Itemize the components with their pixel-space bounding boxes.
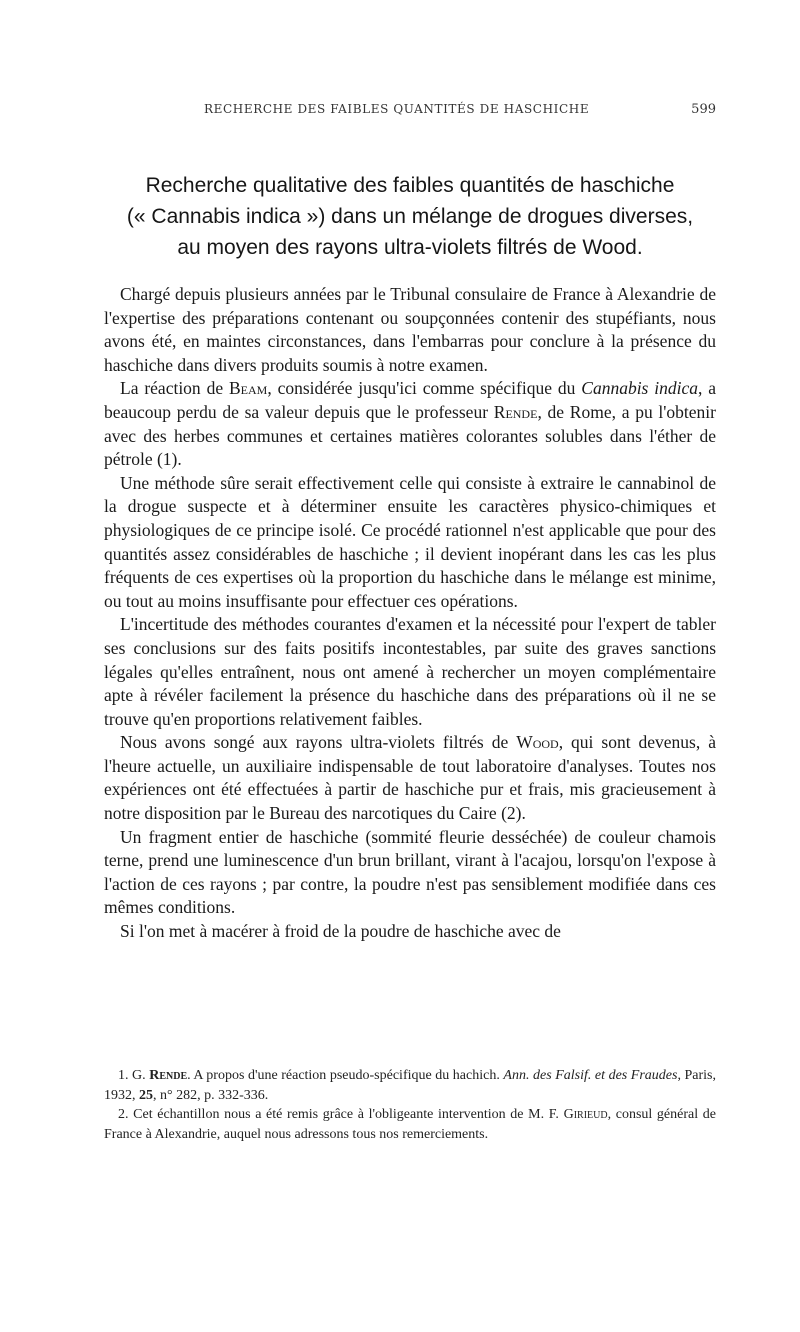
paragraph-6: Un fragment entier de haschiche (sommité fleurie desséchée) de couleur chamois terne, prend une luminescence d'un brun brillant, virant à l'acajou, lorsqu'on l'expose à l'action de ces rayons ; par contre, la poudre n'est pas sensiblement modifiée dans ces mêmes conditions. [104,826,716,918]
text-run: , a beaucoup perdu de sa valeur depuis que le professeur [104,378,717,422]
footnote-name-girieud: Girieud [563,1107,608,1122]
paragraph-4: L'incertitude des méthodes courantes d'examen et la nécessité pour l'expert de tabler ses conclusions sur des faits positifs incontestables, par suite des graves sanctions légales qu'elles entraînent, nous ont amené à rechercher un moyen complémentaire apte à révéler facilement la présence du haschiche dans des préparations où il ne se trouve qu'en proportions relativement faibles. [104,614,716,729]
title-line-2: (« Cannabis indica ») dans un mélange de drogues diverses, [126,205,694,228]
article-title [104,170,716,263]
paragraph-1: Chargé depuis plusieurs années par le Tribunal consulaire de France à Alexandrie de l'expertise des préparations contenant ou soupçonnées contenir des stupéfiants, nous avons été, en maintes circonstances, dans l'embarras pour conclure à la présence du haschiche dans divers produits soumis à notre examen. [104,284,716,375]
journal-name: Ann. des Falsif. et des Fraudes [503,1068,678,1083]
text-run: , consul général de France à Alexandrie, auquel nous adressons tous nos remerciements. [104,1107,716,1142]
footnotes [104,1066,716,1144]
paragraph-3: Une méthode sûre serait effectivement celle qui consiste à extraire le cannabinol de la drogue suspecte et à déterminer ensuite les caractères physico-chimiques et physiologiques de ce principe isolé. Ce procédé rationnel n'est applicable que pour des quantités assez considérables de haschiche ; il devient inopérant dans les cas les plus fréquents de ces expertises où la proportion du haschiche dans le mélange est minime, ou tout au moins insuffisante pour effectuer ces opérations. [104,472,716,611]
paragraph-5 [104,731,716,825]
text-run: La réaction de [120,378,229,399]
text-run: 1. G. [118,1068,150,1083]
title-line-1: Recherche qualitative des faibles quantités de haschiche [145,174,675,197]
footnote-ref-2[interactable]: (2) [501,803,522,824]
text-run: , de Rome, a pu l'obtenir avec des herbes communes et certaines matières colorantes solubles dans l'éther de pétrole [104,401,717,470]
article-body [104,283,716,944]
text-run: , qui sont devenus, à l'heure actuelle, un auxiliaire indispensable de tout laboratoire d'analyses. Toutes nos expériences ont été effectuées à partir de haschiche pur et frais, mis gracieusement à notre disposition par le Bureau des narcotiques du Caire [104,732,716,824]
footnote-ref-1[interactable]: (1) [156,449,178,470]
text-run: . A propos d'une réaction pseudo-spécifique du hachich. [187,1068,504,1083]
running-head-title: RECHERCHE DES FAIBLES QUANTITÉS DE HASCHICHE [204,102,590,116]
author-name-beam: Beam [228,378,268,399]
paragraph-2 [104,377,716,471]
species-name: Cannabis indica [581,378,698,399]
text-run: , n° 282, p. 332-336. [153,1087,269,1103]
running-head [104,102,716,122]
paragraph-7: Si l'on met à macérer à froid de la poudre de haschiche avec de [120,921,561,942]
footnote-1 [104,1066,716,1105]
text-run: , Paris, 1932, [104,1068,717,1103]
text-run: . [177,449,182,470]
text-run: , considérée jusqu'ici comme spécifique du [267,378,582,399]
text-run: 2. Cet échantillon nous a été remis grâce à l'obligeante intervention de M. F. [118,1107,564,1122]
author-name-rende: Rende [493,401,538,422]
footnote-2 [104,1105,716,1144]
title-line-3: au moyen des rayons ultra-violets filtrés de Wood. [177,236,643,259]
text-run: Nous avons songé aux rayons ultra-violets filtrés de [120,732,517,753]
text-run: . [521,803,526,824]
author-name-wood: Wood [516,732,559,753]
page-number: 599 [691,102,716,117]
footnote-author-rende: Rende [149,1068,188,1083]
journal-volume: 25 [139,1087,153,1103]
